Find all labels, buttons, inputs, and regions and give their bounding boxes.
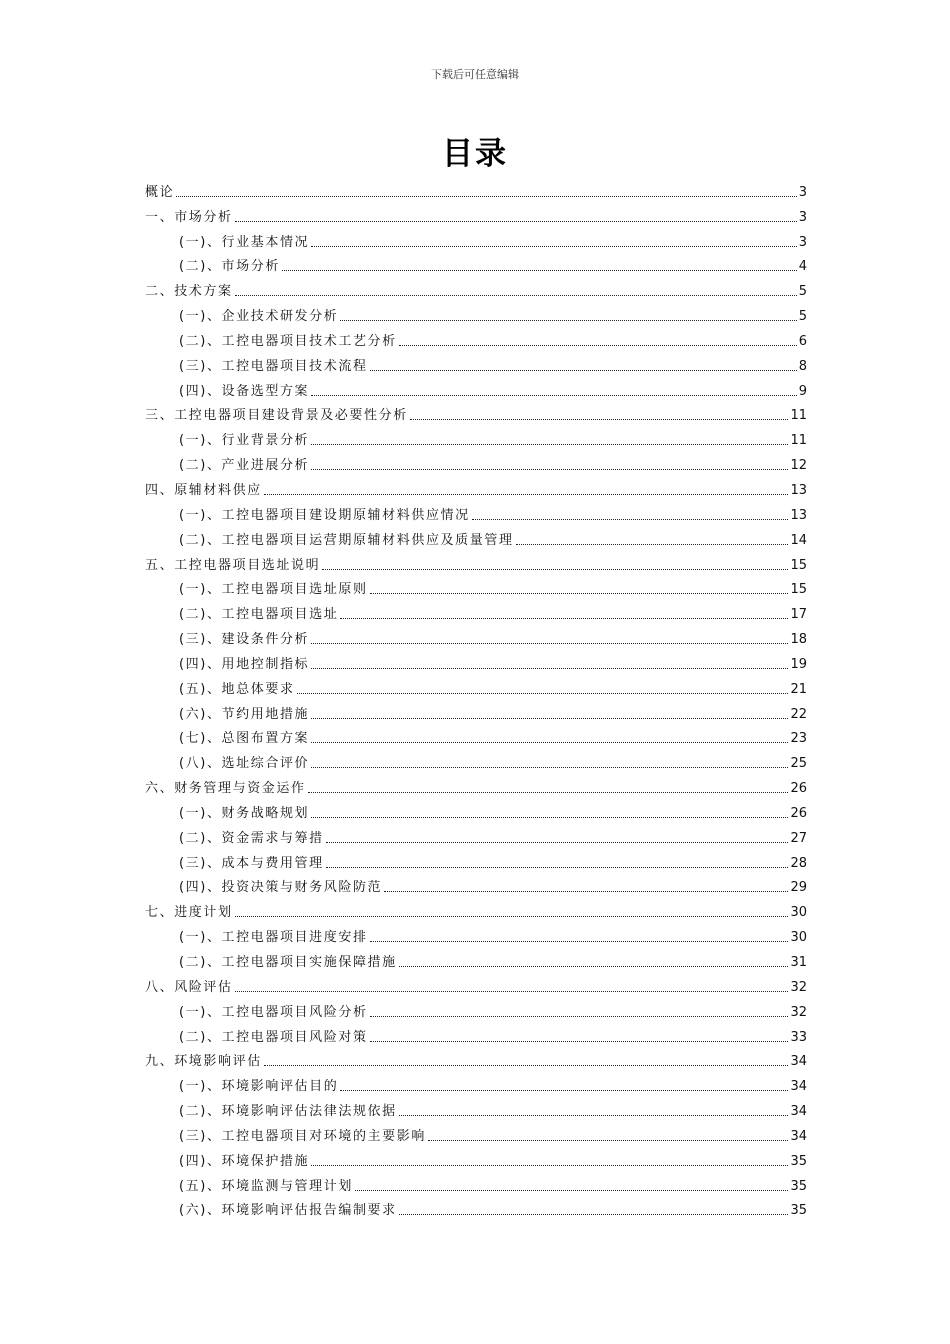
dot-leader — [235, 991, 789, 992]
toc-entry-label: 九、环境影响评估 — [145, 1054, 262, 1070]
toc-entry[interactable] — [145, 996, 807, 1021]
toc-entry-label: (五)、环境监测与管理计划 — [179, 1178, 353, 1194]
dot-leader — [308, 792, 789, 793]
dot-leader — [340, 320, 796, 321]
toc-entry-page: 27 — [790, 830, 807, 846]
toc-entry-label: (二)、产业进展分析 — [179, 458, 310, 474]
dot-leader — [311, 469, 788, 470]
toc-entry-page: 3 — [798, 209, 807, 225]
toc-entry-page: 29 — [790, 880, 807, 896]
toc-entry-label: 四、原辅材料供应 — [145, 482, 262, 498]
toc-entry-page: 23 — [790, 731, 807, 747]
toc-entry[interactable] — [145, 822, 807, 847]
toc-entry-page: 3 — [798, 234, 807, 250]
toc-entry[interactable] — [145, 201, 807, 226]
toc-entry-label: (一)、行业背景分析 — [179, 433, 310, 449]
toc-entry-label: (一)、财务战略规划 — [179, 805, 310, 821]
toc-entry-label: (三)、建设条件分析 — [179, 632, 310, 648]
toc-entry[interactable] — [145, 549, 807, 574]
dot-leader — [264, 1065, 789, 1066]
dot-leader — [384, 891, 788, 892]
toc-entry-page: 17 — [790, 607, 807, 623]
dot-leader — [311, 668, 788, 669]
toc-entry[interactable] — [145, 1145, 807, 1170]
toc-entry-page: 35 — [790, 1203, 807, 1219]
toc-entry[interactable] — [145, 176, 807, 201]
toc-entry[interactable] — [145, 524, 807, 549]
toc-entry-page: 32 — [790, 979, 807, 995]
toc-entry-page: 12 — [790, 458, 807, 474]
toc-entry[interactable] — [145, 1021, 807, 1046]
toc-entry[interactable] — [145, 946, 807, 971]
header-note: 下载后可任意编辑 — [431, 68, 519, 81]
toc-entry-page: 32 — [790, 1004, 807, 1020]
toc-entry-label: 八、风险评估 — [145, 979, 233, 995]
toc-entry[interactable] — [145, 1095, 807, 1120]
toc-entry[interactable] — [145, 1195, 807, 1220]
toc-entry[interactable] — [145, 275, 807, 300]
dot-leader — [370, 370, 797, 371]
dot-leader — [311, 817, 788, 818]
toc-entry-page: 5 — [798, 309, 807, 325]
toc-entry-page: 35 — [790, 1153, 807, 1169]
dot-leader — [472, 519, 789, 520]
dot-leader — [399, 345, 797, 346]
toc-entry[interactable] — [145, 300, 807, 325]
toc-entry-label: (二)、工控电器项目技术工艺分析 — [179, 333, 397, 349]
dot-leader — [516, 544, 789, 545]
toc-entry-page: 25 — [790, 756, 807, 772]
table-of-contents — [145, 176, 807, 1219]
toc-entry-page: 30 — [790, 930, 807, 946]
toc-entry-label: (七)、总图布置方案 — [179, 731, 310, 747]
toc-entry-label: (一)、工控电器项目进度安排 — [179, 930, 368, 946]
dot-leader — [399, 1115, 789, 1116]
toc-entry-label: 七、进度计划 — [145, 905, 233, 921]
dot-leader — [399, 966, 789, 967]
toc-entry-label: 一、市场分析 — [145, 209, 233, 225]
toc-entry-page: 28 — [790, 855, 807, 871]
dot-leader — [355, 1190, 789, 1191]
toc-entry[interactable] — [145, 251, 807, 276]
toc-entry[interactable] — [145, 375, 807, 400]
toc-entry[interactable] — [145, 747, 807, 772]
dot-leader — [282, 270, 797, 271]
dot-leader — [322, 569, 788, 570]
toc-entry-label: (二)、市场分析 — [179, 259, 280, 275]
toc-entry-page: 11 — [790, 408, 807, 424]
toc-entry-page: 26 — [790, 805, 807, 821]
page-title: 目录 — [442, 136, 508, 172]
dot-leader — [370, 941, 789, 942]
toc-entry[interactable] — [145, 896, 807, 921]
toc-entry-label: (二)、工控电器项目选址 — [179, 607, 339, 623]
toc-entry-page: 3 — [798, 184, 807, 200]
toc-entry-label: 三、工控电器项目建设背景及必要性分析 — [145, 408, 408, 424]
dot-leader — [326, 867, 789, 868]
dot-leader — [235, 295, 797, 296]
toc-entry[interactable] — [145, 574, 807, 599]
toc-entry-page: 15 — [790, 557, 807, 573]
toc-entry-label: (二)、资金需求与筹措 — [179, 830, 324, 846]
toc-entry[interactable] — [145, 1120, 807, 1145]
toc-entry-page: 11 — [790, 433, 807, 449]
toc-entry-label: (三)、工控电器项目技术流程 — [179, 358, 368, 374]
toc-entry-page: 19 — [790, 656, 807, 672]
toc-entry-page: 9 — [798, 383, 807, 399]
dot-leader — [370, 1016, 789, 1017]
dot-leader — [340, 1090, 788, 1091]
toc-entry-page: 34 — [790, 1079, 807, 1095]
toc-entry[interactable] — [145, 772, 807, 797]
toc-entry-label: (六)、环境影响评估报告编制要求 — [179, 1203, 397, 1219]
dot-leader — [410, 419, 789, 420]
toc-entry-page: 13 — [790, 482, 807, 498]
toc-entry[interactable] — [145, 325, 807, 350]
toc-entry-label: (四)、环境保护措施 — [179, 1153, 310, 1169]
toc-entry-label: 五、工控电器项目选址说明 — [145, 557, 321, 573]
toc-entry[interactable] — [145, 350, 807, 375]
toc-entry-label: (二)、工控电器项目运营期原辅材料供应及质量管理 — [179, 532, 514, 548]
toc-entry[interactable] — [145, 847, 807, 872]
toc-entry-label: (五)、地总体要求 — [179, 681, 295, 697]
toc-entry-page: 8 — [798, 358, 807, 374]
toc-entry-label: 二、技术方案 — [145, 284, 233, 300]
toc-entry-page: 21 — [790, 681, 807, 697]
dot-leader — [311, 1165, 788, 1166]
dot-leader — [326, 842, 789, 843]
toc-entry[interactable] — [145, 1046, 807, 1071]
toc-entry-page: 18 — [790, 632, 807, 648]
dot-leader — [399, 1214, 789, 1215]
toc-entry-label: (三)、成本与费用管理 — [179, 855, 324, 871]
dot-leader — [311, 742, 788, 743]
toc-entry[interactable] — [145, 1170, 807, 1195]
toc-entry-page: 5 — [798, 284, 807, 300]
toc-entry-page: 22 — [790, 706, 807, 722]
dot-leader — [311, 395, 797, 396]
dot-leader — [311, 643, 788, 644]
toc-entry[interactable] — [145, 673, 807, 698]
toc-entry[interactable] — [145, 474, 807, 499]
toc-entry[interactable] — [145, 424, 807, 449]
toc-entry-page: 15 — [790, 582, 807, 598]
toc-entry[interactable] — [145, 623, 807, 648]
toc-entry-page: 13 — [790, 507, 807, 523]
toc-entry-label: (一)、工控电器项目风险分析 — [179, 1004, 368, 1020]
toc-entry-label: 概论 — [145, 184, 175, 200]
toc-entry[interactable] — [145, 723, 807, 748]
toc-entry-page: 34 — [790, 1128, 807, 1144]
toc-entry-page: 26 — [790, 781, 807, 797]
toc-entry-page: 35 — [790, 1178, 807, 1194]
toc-entry-label: (一)、工控电器项目选址原则 — [179, 582, 368, 598]
toc-entry-label: (六)、节约用地措施 — [179, 706, 310, 722]
toc-entry[interactable] — [145, 921, 807, 946]
dot-leader — [370, 593, 789, 594]
toc-entry-label: (四)、设备选型方案 — [179, 383, 310, 399]
toc-entry[interactable] — [145, 971, 807, 996]
toc-entry-page: 30 — [790, 905, 807, 921]
dot-leader — [428, 1140, 789, 1141]
toc-entry[interactable] — [145, 797, 807, 822]
toc-entry-page: 33 — [790, 1029, 807, 1045]
dot-leader — [311, 444, 788, 445]
toc-entry-label: (一)、工控电器项目建设期原辅材料供应情况 — [179, 507, 470, 523]
dot-leader — [311, 246, 797, 247]
dot-leader — [176, 196, 797, 197]
toc-entry-page: 4 — [798, 259, 807, 275]
toc-entry[interactable] — [145, 648, 807, 673]
toc-entry-page: 34 — [790, 1054, 807, 1070]
toc-entry-label: (四)、用地控制指标 — [179, 656, 310, 672]
toc-entry-page: 6 — [798, 333, 807, 349]
dot-leader — [235, 221, 797, 222]
toc-entry-label: (一)、环境影响评估目的 — [179, 1079, 339, 1095]
dot-leader — [297, 693, 789, 694]
toc-entry[interactable] — [145, 226, 807, 251]
toc-entry-label: (一)、企业技术研发分析 — [179, 309, 339, 325]
dot-leader — [311, 718, 788, 719]
toc-entry[interactable] — [145, 1070, 807, 1095]
toc-entry-label: 六、财务管理与资金运作 — [145, 781, 306, 797]
toc-entry-page: 31 — [790, 955, 807, 970]
dot-leader — [235, 916, 789, 917]
toc-entry-page: 14 — [790, 532, 807, 548]
toc-entry-label: (二)、工控电器项目实施保障措施 — [179, 955, 397, 970]
toc-entry-label: (八)、选址综合评价 — [179, 756, 310, 772]
toc-entry[interactable] — [145, 872, 807, 897]
toc-entry-label: (二)、环境影响评估法律法规依据 — [179, 1104, 397, 1120]
toc-entry[interactable] — [145, 449, 807, 474]
toc-entry[interactable] — [145, 698, 807, 723]
dot-leader — [340, 618, 788, 619]
toc-entry[interactable] — [145, 598, 807, 623]
dot-leader — [370, 1041, 789, 1042]
toc-entry-label: (二)、工控电器项目风险对策 — [179, 1029, 368, 1045]
toc-entry-label: (四)、投资决策与财务风险防范 — [179, 880, 383, 896]
dot-leader — [311, 767, 788, 768]
toc-entry-page: 34 — [790, 1104, 807, 1120]
toc-entry[interactable] — [145, 499, 807, 524]
toc-entry-label: (三)、工控电器项目对环境的主要影响 — [179, 1128, 426, 1144]
dot-leader — [264, 494, 789, 495]
toc-entry[interactable] — [145, 400, 807, 425]
toc-entry-label: (一)、行业基本情况 — [179, 234, 310, 250]
